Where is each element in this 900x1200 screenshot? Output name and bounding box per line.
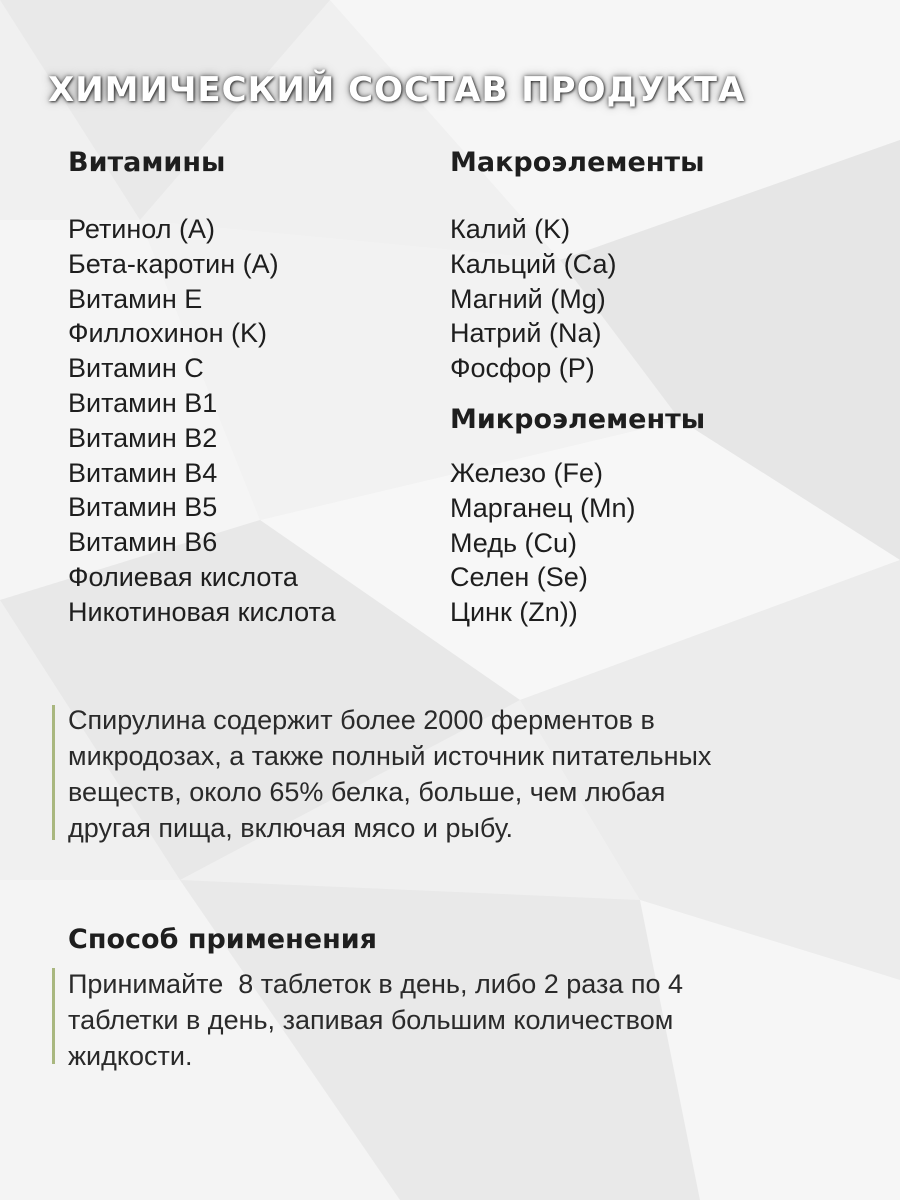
usage-line: таблетки в день, запивая большим количеством [68, 1005, 674, 1035]
vitamins-list [68, 212, 336, 630]
list-item: Натрий (Na) [450, 318, 602, 349]
note-accent-bar [52, 705, 55, 840]
page-title: ХИМИЧЕСКИЙ СОСТАВ ПРОДУКТА [48, 70, 746, 110]
usage-heading: Способ применения [68, 924, 377, 955]
list-item: Витамин В1 [68, 387, 218, 418]
list-item: Железо (Fe) [450, 458, 603, 488]
usage-text [68, 966, 683, 1074]
list-item: Ретинол (А) [68, 214, 215, 244]
list-item: Витамин В6 [68, 527, 218, 558]
macro-list [450, 212, 617, 386]
list-item: Медь (Cu) [450, 527, 578, 558]
note-line: веществ, около 65% белка, больше, чем любая [68, 777, 666, 807]
list-item: Калий (K) [450, 214, 571, 244]
list-item: Фолиевая кислота [68, 561, 298, 592]
list-item: Кальций (Са) [450, 248, 617, 279]
list-item: Бета-каротин (А) [68, 248, 279, 279]
spirulina-note [68, 702, 711, 846]
list-item: Магний (Mg) [450, 283, 606, 314]
list-item: Фосфор (Р) [450, 353, 595, 384]
note-line: Спирулина содержит более 2000 ферментов в [68, 705, 655, 735]
micro-heading: Микроэлементы [450, 404, 706, 435]
list-item: Витамин В2 [68, 422, 218, 453]
list-item: Цинк (Zn)) [450, 597, 578, 628]
note-line: другая пища, включая мясо и рыбу. [68, 813, 514, 843]
list-item: Филлохинон (K) [68, 318, 268, 349]
list-item: Витамин В5 [68, 492, 218, 523]
usage-line: жидкости. [68, 1041, 193, 1071]
list-item: Селен (Se) [450, 562, 588, 593]
note-line: микродозах, а также полный источник питательных [68, 741, 712, 771]
list-item: Витамин С [68, 353, 204, 384]
usage-accent-bar [52, 968, 55, 1064]
list-item: Никотиновая кислота [68, 596, 336, 627]
vitamins-heading: Витамины [68, 147, 226, 178]
usage-line: Принимайте 8 таблеток в день, либо 2 раза по 4 [68, 969, 684, 999]
list-item: Витамин Е [68, 283, 203, 314]
micro-list [450, 456, 635, 630]
list-item: Витамин В4 [68, 457, 218, 488]
macro-heading: Макроэлементы [450, 147, 705, 178]
list-item: Марганец (Mn) [450, 492, 636, 523]
